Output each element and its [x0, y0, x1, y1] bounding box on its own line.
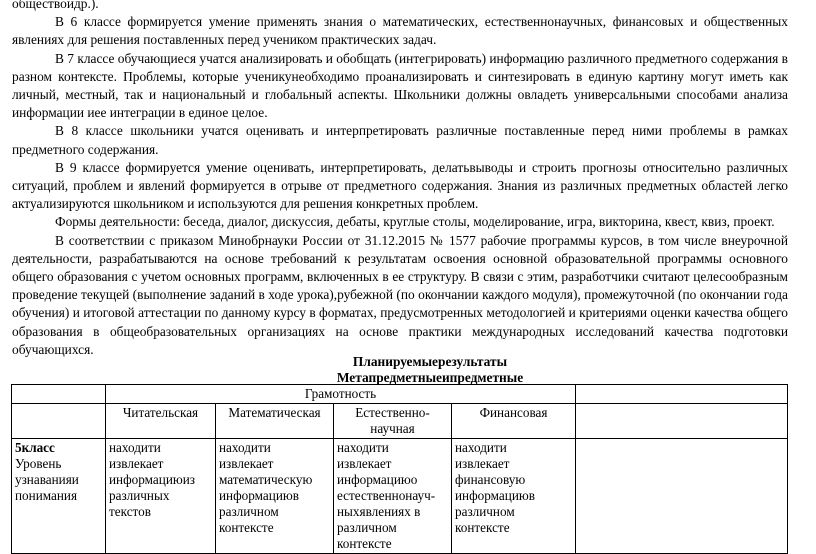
cell-math-text: находити извлекает математическую информациюв различном контексте: [219, 440, 313, 535]
table-row: [12, 439, 788, 554]
cell-finance-text: находити извлекает финансовую информациюв различном контексте: [455, 440, 535, 535]
row-level-label: Уровень узнаванияи понимания: [15, 456, 79, 503]
table-empty-header-cell: [576, 385, 788, 404]
section-title: Планируемыерезультаты: [352, 354, 508, 369]
paragraph-3: В 8 классе школьники учатся оценивать и интерпретировать различные поставленные перед ними проблемы в рамках предметного содержания.: [12, 123, 788, 157]
results-table: [11, 384, 788, 554]
column-header-reading: Читательская: [106, 404, 216, 439]
table-corner-cell: [12, 385, 106, 404]
cell-science-text: находити извлекает информациюо естественнонауч-ныхявлениях в различном контексте: [337, 440, 436, 551]
column-header-finance: Финансовая: [452, 404, 576, 439]
body-text: [12, 0, 788, 359]
cell-science: [334, 439, 452, 554]
table-header-row-group: [12, 385, 788, 404]
table-group-header: Грамотность: [106, 385, 576, 404]
paragraph-1: В 6 классе формируется умение применять знания о математических, естественнонаучных, финансовых и общественных явлениях для решения поставленных перед учеником практических задач.: [12, 14, 788, 48]
table-empty-header-cell: [12, 404, 106, 439]
row-class-label: 5класс: [15, 440, 55, 455]
paragraph-0: обществоидр.).: [12, 0, 99, 11]
column-header-math: Математическая: [216, 404, 334, 439]
cell-empty: [576, 439, 788, 554]
paragraph-2: В 7 классе обучающиеся учатся анализировать и обобщать (интегрировать) информацию различного предметного содержания в разном контексте. Проблемы, которые ученикунеобходимо проанализировать и синтезировать в единую картину могут иметь как личный, местный, так и национальный и глобальный аспекты. Школьники должны овладеть универсальными способами анализа информации иее интеграции в единое целое.: [12, 50, 788, 121]
column-header-science: Естественно-научная: [334, 404, 452, 439]
table-header-row: [12, 404, 788, 439]
cell-reading: [106, 439, 216, 554]
cell-math: [216, 439, 334, 554]
row-label-cell: [12, 439, 106, 554]
section-subtitle: Метапредметныеипредметные: [336, 370, 524, 385]
table-empty-header-cell: [576, 404, 788, 439]
cell-reading-text: находити извлекает информациюиз различных текстов: [109, 440, 195, 519]
paragraph-4: В 9 классе формируется умение оценивать, интерпретировать, делатьвыводы и строить прогнозы относительно различных ситуаций, проблем и явлений формируется в отрыве от предметного содержания. Знания из различных предметных областей легко актуализируются школьником и используются для решения конкретных проблем.: [12, 159, 788, 212]
cell-finance: [452, 439, 576, 554]
paragraph-6: В соответствии с приказом Минобрнауки России от 31.12.2015 № 1577 рабочие программы курсов, в том числе внеурочной деятельности, разрабатываются на основе требований к результатам освоения основной образовательной программы основного общего образования с учетом основных программ, включенных в ее структуру. В связи с этим, разработчики считают целесообразным проведение текущей (выполнение заданий в ходе урока),рубежной (по окончании каждого модуля), промежуточной (по окончании года обучения) и итоговой аттестации по данному курсу в форматах, предусмотренных методологией и критериями оценки качества общего образования в общеобразовательных организациях на основе практики международных исследований качества подготовки обучающихся.: [12, 232, 788, 357]
paragraph-5: Формы деятельности: беседа, диалог, дискуссия, дебаты, круглые столы, моделирование, игра, викторина, квест, квиз, проект.: [55, 214, 775, 230]
